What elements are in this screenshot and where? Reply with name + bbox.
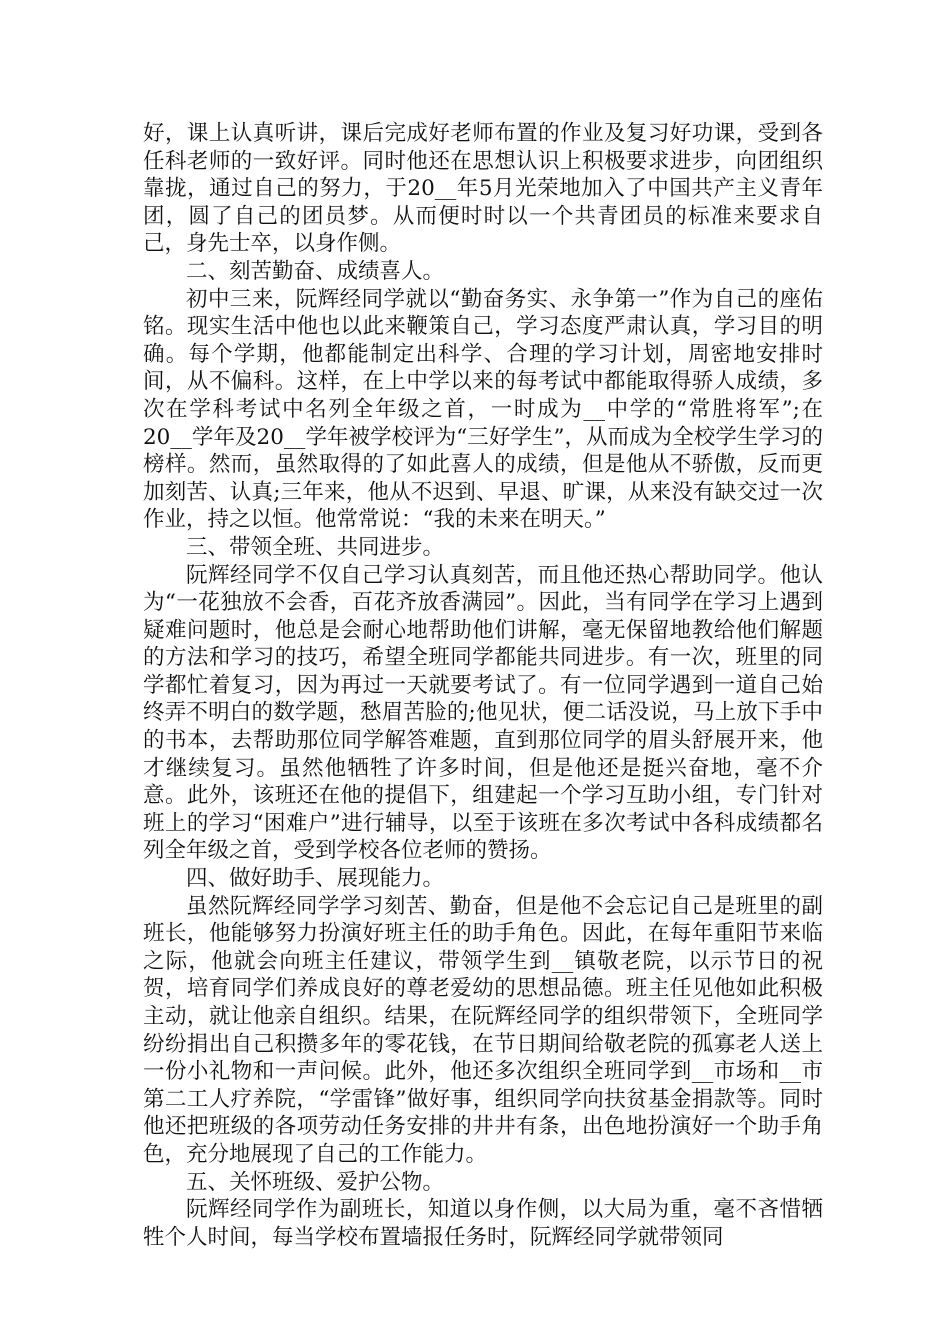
- paragraph-section-3: 阮辉经同学不仅自己学习认真刻苦，而且他还热心帮助同学。他认为“一花独放不会香，百花齐放香满园”。因此，当有同学在学习上遇到疑难问题时，他总是会耐心地帮助他们讲解，毫无保留地教给他们解题的方法和学习的技巧，希望全班同学都能共同进步。有一次，班里的同学都忙着复习，因为再过一天就要考试了。有一位同学遇到一道自己始终弄不明白的数学题，愁眉苦脸的;他见状，便二话没说，马上放下手中的书本，去帮助那位同学解答难题，直到那位同学的眉头舒展开来，他才继续复习。虽然他牺牲了许多时间，但是他还是挺兴奋地，毫不介意。此外，该班还在他的提倡下，组建起一个学习互助小组，专门针对班上的学习“困难户”进行辅导，以至于该班在多次考试中各科成绩都名列全年级之首，受到学校各位老师的赞扬。: [143, 562, 823, 864]
- section-heading-5: 五、关怀班级、爱护公物。: [186, 1169, 445, 1195]
- section-heading-4: 四、做好助手、展现能力。: [186, 866, 445, 892]
- section-heading-3: 三、带领全班、共同进步。: [186, 534, 445, 560]
- section-heading-2: 二、刻苦勤奋、成绩喜人。: [186, 258, 445, 284]
- document-page: [143, 120, 823, 1251]
- paragraph-continued-intro: 好，课上认真听讲，课后完成好老师布置的作业及复习好功课，受到各任科老师的一致好评。同时他还在思想认识上积极要求进步，向团组织靠拢，通过自己的努力，于20__年5月光荣地加入了中国共产主义青年团，圆了自己的团员梦。从而便时时以一个共青团员的标准来要求自己，身先士卒，以身作侧。: [143, 121, 823, 257]
- paragraph-section-5: 阮辉经同学作为副班长，知道以身作侧，以大局为重，毫不吝惜牺牲个人时间，每当学校布置墙报任务时，阮辉经同学就带领同: [143, 1197, 823, 1250]
- paragraph-section-2: 初中三来，阮辉经同学就以“勤奋务实、永争第一”作为自己的座佑铭。现实生活中他也以此来鞭策自己，学习态度严肃认真，学习目的明确。每个学期，他都能制定出科学、合理的学习计划，周密地安排时间，从不偏科。这样，在上中学以来的每考试中都能取得骄人成绩，多次在学科考试中名列全年级之首，一时成为__中学的“常胜将军”;在20__学年及20__学年被学校评为“三好学生”，从而成为全校学生学习的榜样。然而，虽然取得的了如此喜人的成绩，但是他从不骄傲，反而更加刻苦、认真;三年来，他从不迟到、早退、旷课，从来没有缺交过一次作业，持之以恒。他常常说：“我的未来在明天。”: [143, 286, 823, 533]
- paragraph-section-4: 虽然阮辉经同学学习刻苦、勤奋，但是他不会忘记自己是班里的副班长，他能够努力扮演好班主任的助手角色。因此，在每年重阳节来临之际，他就会向班主任建议，带领学生到__镇敬老院，以示节日的祝贺，培育同学们养成良好的尊老爱幼的思想品德。班主任见他如此积极主动，就让他亲自组织。结果，在阮辉经同学的组织带领下，全班同学纷纷捐出自己积攒多年的零花钱，在节日期间给敬老院的孤寡老人送上一份小礼物和一声问候。此外，他还多次组织全班同学到__市场和__市第二工人疗养院，“学雷锋”做好事，组织同学向扶贫基金捐款等。同时他还把班级的各项劳动任务安排的井井有条，出色地扮演好一个助手角色，充分地展现了自己的工作能力。: [143, 893, 823, 1167]
